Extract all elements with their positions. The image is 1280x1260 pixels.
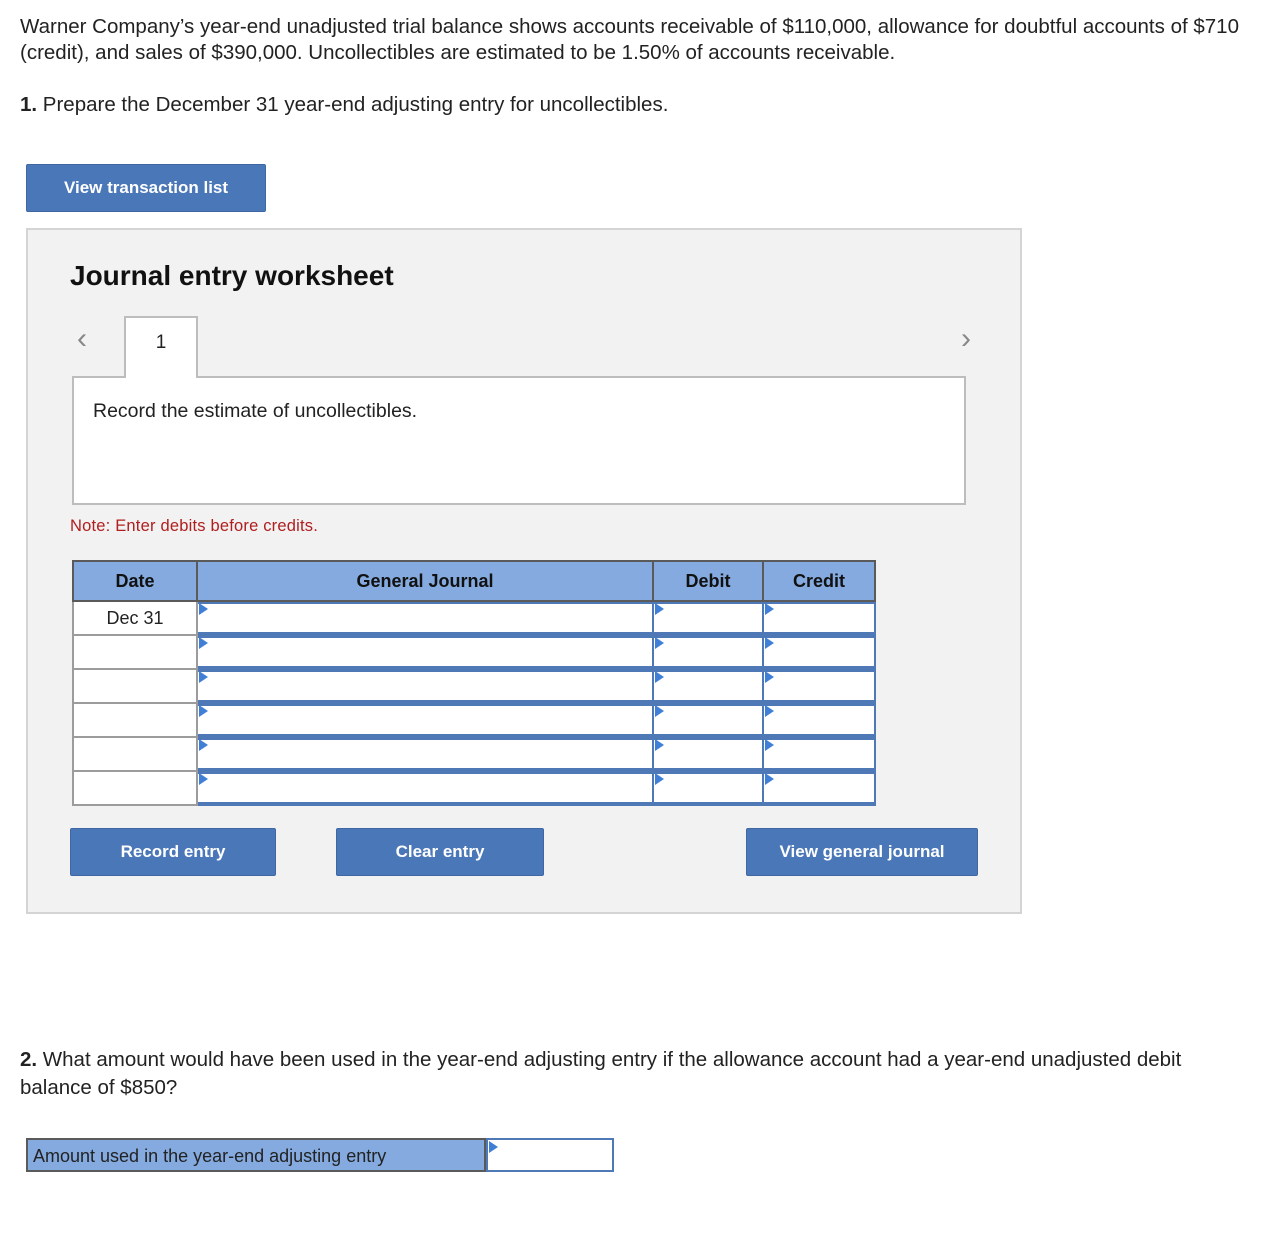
dropdown-indicator-icon bbox=[489, 1141, 498, 1153]
chevron-left-icon[interactable]: ‹ bbox=[77, 322, 87, 355]
dropdown-indicator-icon bbox=[199, 705, 208, 717]
dropdown-indicator-icon bbox=[765, 739, 774, 751]
journal-date-cell bbox=[73, 703, 197, 737]
worksheet-title: Journal entry worksheet bbox=[70, 260, 394, 291]
debit-input[interactable] bbox=[654, 604, 762, 632]
debit-credit-note: Note: Enter debits before credits. bbox=[70, 517, 319, 535]
dropdown-indicator-icon bbox=[765, 671, 774, 683]
problem-intro: Warner Company’s year-end unadjusted trial balance shows accounts receivable of $110,000, allowance for doubtful accounts of $710 (credit), and sales of $390,000. Uncollectibles are estimated to be 1.50% of accounts receivable. bbox=[20, 15, 1239, 64]
journal-row bbox=[73, 737, 875, 771]
question-2 bbox=[20, 1046, 1240, 1102]
journal-entry-table bbox=[72, 560, 876, 806]
account-dropdown-cell bbox=[197, 601, 653, 635]
journal-date-cell bbox=[73, 635, 197, 669]
credit-input[interactable] bbox=[764, 638, 874, 666]
clear-entry-button[interactable]: Clear entry bbox=[336, 828, 544, 876]
dropdown-indicator-icon bbox=[655, 739, 664, 751]
journal-row bbox=[73, 601, 875, 635]
question-1-number: 1. bbox=[20, 93, 38, 116]
account-dropdown-cell bbox=[197, 669, 653, 703]
chevron-right-icon[interactable]: › bbox=[961, 322, 971, 355]
dropdown-indicator-icon bbox=[199, 739, 208, 751]
debit-input[interactable] bbox=[654, 672, 762, 700]
journal-date-cell bbox=[73, 669, 197, 703]
dropdown-indicator-icon bbox=[199, 773, 208, 785]
account-dropdown-cell bbox=[197, 737, 653, 771]
credit-input[interactable] bbox=[764, 706, 874, 734]
credit-column-header: Credit bbox=[763, 561, 875, 601]
question-1 bbox=[20, 92, 668, 118]
dropdown-indicator-icon bbox=[765, 773, 774, 785]
account-dropdown-cell bbox=[197, 635, 653, 669]
debit-input[interactable] bbox=[654, 740, 762, 768]
debit-column-header: Debit bbox=[653, 561, 763, 601]
account-dropdown[interactable] bbox=[198, 740, 652, 768]
worksheet-tab-1[interactable]: 1 bbox=[124, 316, 198, 378]
credit-input-cell bbox=[763, 737, 875, 771]
date-column-header: Date bbox=[73, 561, 197, 601]
journal-row bbox=[73, 771, 875, 805]
credit-input[interactable] bbox=[764, 672, 874, 700]
debit-input[interactable] bbox=[654, 706, 762, 734]
journal-date-cell: Dec 31 bbox=[73, 601, 197, 635]
journal-row bbox=[73, 635, 875, 669]
account-dropdown[interactable] bbox=[198, 604, 652, 632]
account-dropdown[interactable] bbox=[198, 706, 652, 734]
credit-input[interactable] bbox=[764, 604, 874, 632]
credit-input-cell bbox=[763, 601, 875, 635]
question-2-number: 2. bbox=[20, 1048, 38, 1071]
credit-input-cell bbox=[763, 703, 875, 737]
debit-input-cell bbox=[653, 771, 763, 805]
dropdown-indicator-icon bbox=[655, 671, 664, 683]
debit-input-cell bbox=[653, 635, 763, 669]
account-dropdown-cell bbox=[197, 703, 653, 737]
credit-input[interactable] bbox=[764, 774, 874, 802]
amount-used-row bbox=[26, 1138, 614, 1172]
dropdown-indicator-icon bbox=[655, 637, 664, 649]
credit-input[interactable] bbox=[764, 740, 874, 768]
journal-row bbox=[73, 703, 875, 737]
credit-input-cell bbox=[763, 635, 875, 669]
debit-input-cell bbox=[653, 669, 763, 703]
general-journal-column-header: General Journal bbox=[197, 561, 653, 601]
amount-used-label: Amount used in the year-end adjusting entry bbox=[26, 1138, 486, 1172]
question-1-text: Prepare the December 31 year-end adjusting entry for uncollectibles. bbox=[37, 93, 669, 116]
journal-date-cell bbox=[73, 737, 197, 771]
transaction-description: Record the estimate of uncollectibles. bbox=[93, 400, 418, 422]
debit-input[interactable] bbox=[654, 774, 762, 802]
credit-input-cell bbox=[763, 669, 875, 703]
dropdown-indicator-icon bbox=[199, 671, 208, 683]
amount-used-field-wrapper bbox=[486, 1138, 614, 1172]
account-dropdown[interactable] bbox=[198, 774, 652, 802]
credit-input-cell bbox=[763, 771, 875, 805]
amount-used-input[interactable] bbox=[488, 1140, 612, 1170]
debit-input[interactable] bbox=[654, 638, 762, 666]
dropdown-indicator-icon bbox=[765, 603, 774, 615]
record-entry-button[interactable]: Record entry bbox=[70, 828, 276, 876]
dropdown-indicator-icon bbox=[765, 705, 774, 717]
dropdown-indicator-icon bbox=[655, 773, 664, 785]
account-dropdown[interactable] bbox=[198, 638, 652, 666]
dropdown-indicator-icon bbox=[655, 603, 664, 615]
journal-row bbox=[73, 669, 875, 703]
debit-input-cell bbox=[653, 601, 763, 635]
transaction-description-box bbox=[72, 376, 966, 505]
journal-entry-worksheet-panel bbox=[26, 228, 1022, 914]
account-dropdown-cell bbox=[197, 771, 653, 805]
debit-input-cell bbox=[653, 737, 763, 771]
view-transaction-list-button[interactable]: View transaction list bbox=[26, 164, 266, 212]
journal-date-cell bbox=[73, 771, 197, 805]
dropdown-indicator-icon bbox=[199, 603, 208, 615]
debit-input-cell bbox=[653, 703, 763, 737]
account-dropdown[interactable] bbox=[198, 672, 652, 700]
dropdown-indicator-icon bbox=[765, 637, 774, 649]
dropdown-indicator-icon bbox=[199, 637, 208, 649]
question-2-text: What amount would have been used in the year-end adjusting entry if the allowance account had a year-end unadjusted debit balance of $850? bbox=[20, 1048, 1182, 1099]
dropdown-indicator-icon bbox=[655, 705, 664, 717]
view-general-journal-button[interactable]: View general journal bbox=[746, 828, 978, 876]
